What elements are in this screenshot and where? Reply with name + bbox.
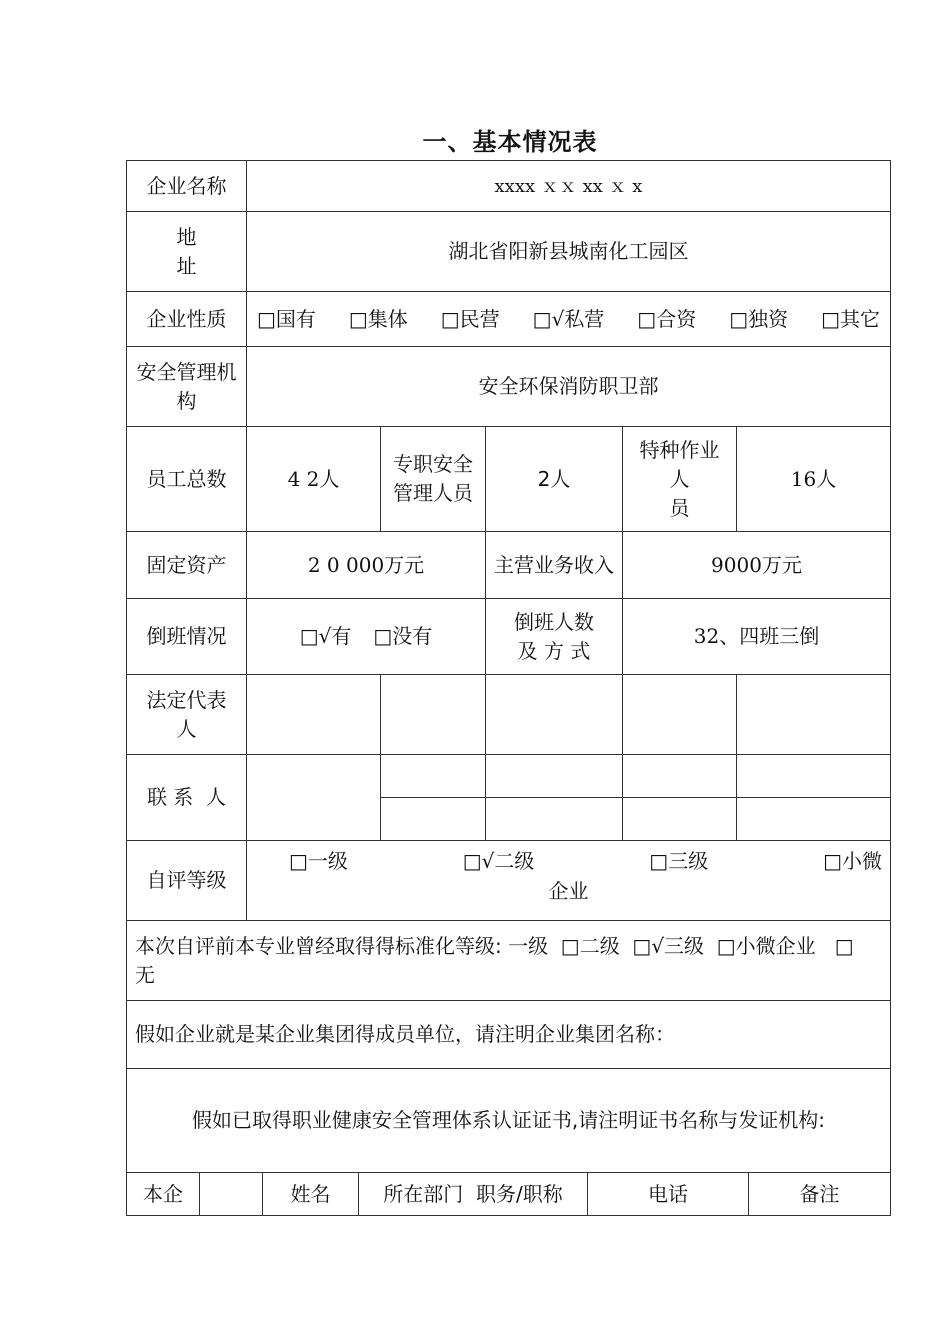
bottom-header-company xyxy=(126,1172,200,1216)
safety-org-value xyxy=(246,346,891,427)
company-name-label xyxy=(126,160,247,212)
legal-rep-cell-3[interactable] xyxy=(485,674,623,755)
staff-total-label-text: 员工总数 xyxy=(146,466,227,491)
page-title: 一、基本情况表 xyxy=(422,128,598,156)
self-grade-option-1[interactable]: □一级 xyxy=(289,849,348,873)
staff-total-value-text: 4 2人 xyxy=(287,466,340,491)
safety-org-label xyxy=(126,346,247,427)
cert-row xyxy=(126,1068,891,1173)
safety-staff-value xyxy=(485,426,623,532)
special-staff-label xyxy=(622,426,737,532)
contact-cell-1[interactable] xyxy=(246,754,381,841)
safety-org-label-line-2: 构 xyxy=(176,388,197,413)
bottom-header-name xyxy=(262,1172,359,1216)
shift-count-label-line-2: 及 方 式 xyxy=(517,638,591,663)
contact-cell-2a[interactable] xyxy=(380,754,486,798)
address-value-text: 湖北省阳新县城南化工园区 xyxy=(448,239,689,263)
contact-label-text: 联 系 人 xyxy=(146,785,227,809)
special-staff-label-line-3: 员 xyxy=(669,495,690,520)
special-staff-value-text: 16人 xyxy=(790,466,837,491)
shift-option-no[interactable]: □没有 xyxy=(373,624,433,648)
nature-option-other[interactable]: □其它 xyxy=(821,306,880,331)
prior-grade-line-2: 无 xyxy=(135,962,155,987)
shift-count-value-text: 32、四班三倒 xyxy=(693,624,820,648)
contact-cell-4a[interactable] xyxy=(622,754,737,798)
contact-cell-3a[interactable] xyxy=(485,754,623,798)
address-value xyxy=(246,211,891,292)
cert-text: 假如已取得职业健康安全管理体系认证证书,请注明证书名称与发证机构: xyxy=(191,1108,826,1132)
nature-option-joint[interactable]: □合资 xyxy=(637,306,697,331)
income-label-text: 主营业务收入 xyxy=(494,552,614,577)
staff-total-value xyxy=(246,426,381,532)
company-name-value xyxy=(246,160,891,212)
self-grade-options xyxy=(246,840,891,921)
self-grade-continuation: 企业 xyxy=(548,879,589,903)
safety-org-label-line-1: 安全管理机 xyxy=(136,359,237,384)
nature-options xyxy=(246,291,891,347)
bottom-header-remark-text: 备注 xyxy=(799,1181,840,1206)
shift-count-value xyxy=(622,598,891,675)
special-staff-value xyxy=(736,426,891,532)
shift-count-label xyxy=(485,598,623,675)
bottom-header-phone xyxy=(587,1172,749,1216)
assets-value-text: 2 0 000万元 xyxy=(307,552,425,577)
bottom-header-phone-text: 电话 xyxy=(648,1181,688,1206)
bottom-header-company-text: 本企 xyxy=(143,1181,183,1206)
staff-total-label xyxy=(126,426,247,532)
legal-rep-label-line-1: 法定代表 xyxy=(146,687,227,712)
income-value xyxy=(622,531,891,599)
group-row xyxy=(126,1000,891,1069)
legal-rep-cell-2[interactable] xyxy=(380,674,486,755)
income-value-text: 9000万元 xyxy=(711,552,802,577)
legal-rep-cell-5[interactable] xyxy=(736,674,891,755)
contact-label xyxy=(126,754,247,841)
bottom-header-name-text: 姓名 xyxy=(290,1181,331,1206)
shift-label-text: 倒班情况 xyxy=(146,624,227,648)
legal-rep-label-line-2: 人 xyxy=(176,716,197,741)
shift-count-label-line-1: 倒班人数 xyxy=(514,609,594,634)
special-staff-label-line-1: 特种作业 xyxy=(639,437,720,462)
nature-option-collective[interactable]: □集体 xyxy=(348,306,408,331)
legal-rep-cell-1[interactable] xyxy=(246,674,381,755)
assets-label xyxy=(126,531,247,599)
nature-option-state[interactable]: □国有 xyxy=(257,306,316,331)
safety-staff-value-text: 2人 xyxy=(537,466,571,491)
group-text: 假如企业就是某企业集团得成员单位，请注明企业集团名称： xyxy=(135,1022,675,1046)
bottom-empty-cell[interactable] xyxy=(199,1172,263,1216)
shift-options xyxy=(246,598,486,675)
safety-staff-label xyxy=(380,426,486,532)
nature-label xyxy=(126,291,247,347)
nature-option-sole[interactable]: □独资 xyxy=(729,306,789,331)
nature-option-civilian[interactable]: □民营 xyxy=(440,306,500,331)
bottom-header-dept xyxy=(358,1172,588,1216)
nature-option-private[interactable]: □√私营 xyxy=(532,306,605,331)
safety-org-value-text: 安全环保消防职卫部 xyxy=(478,374,659,398)
assets-value xyxy=(246,531,486,599)
contact-cell-4b[interactable] xyxy=(622,797,737,841)
contact-cell-5b[interactable] xyxy=(736,797,891,841)
bottom-header-remark xyxy=(748,1172,891,1216)
prior-grade-row xyxy=(126,920,891,1001)
legal-rep-cell-4[interactable] xyxy=(622,674,737,755)
self-grade-label-text: 自评等级 xyxy=(146,868,227,892)
contact-cell-3b[interactable] xyxy=(485,797,623,841)
assets-label-text: 固定资产 xyxy=(146,552,227,577)
address-label-line-1: 地 xyxy=(176,224,197,249)
self-grade-label xyxy=(126,840,247,921)
company-name-value-text: xxxx ｘｘ xx ｘ x xyxy=(494,175,643,197)
contact-cell-5a[interactable] xyxy=(736,754,891,798)
address-label xyxy=(126,211,247,292)
bottom-header-dept-text: 所在部门 职务/职称 xyxy=(383,1181,563,1206)
shift-label xyxy=(126,598,247,675)
legal-rep-label xyxy=(126,674,247,755)
safety-staff-label-line-2: 管理人员 xyxy=(393,481,473,505)
self-grade-option-3[interactable]: □三级 xyxy=(649,849,709,873)
self-grade-option-2[interactable]: □√二级 xyxy=(462,849,535,873)
nature-label-text: 企业性质 xyxy=(146,306,227,331)
income-label xyxy=(485,531,623,599)
special-staff-label-line-2: 人 xyxy=(669,466,690,491)
safety-staff-label-line-1: 专职安全 xyxy=(393,452,473,476)
contact-cell-2b[interactable] xyxy=(380,797,486,841)
shift-option-yes[interactable]: □√有 xyxy=(299,624,352,648)
self-grade-option-4[interactable]: □小微 xyxy=(823,849,882,873)
company-name-label-text: 企业名称 xyxy=(146,173,227,198)
address-label-line-2: 址 xyxy=(176,253,197,278)
prior-grade-line-1: 本次自评前本专业曾经取得得标准化等级: 一级 □二级 □√三级 □小微企业 □ xyxy=(135,933,854,958)
